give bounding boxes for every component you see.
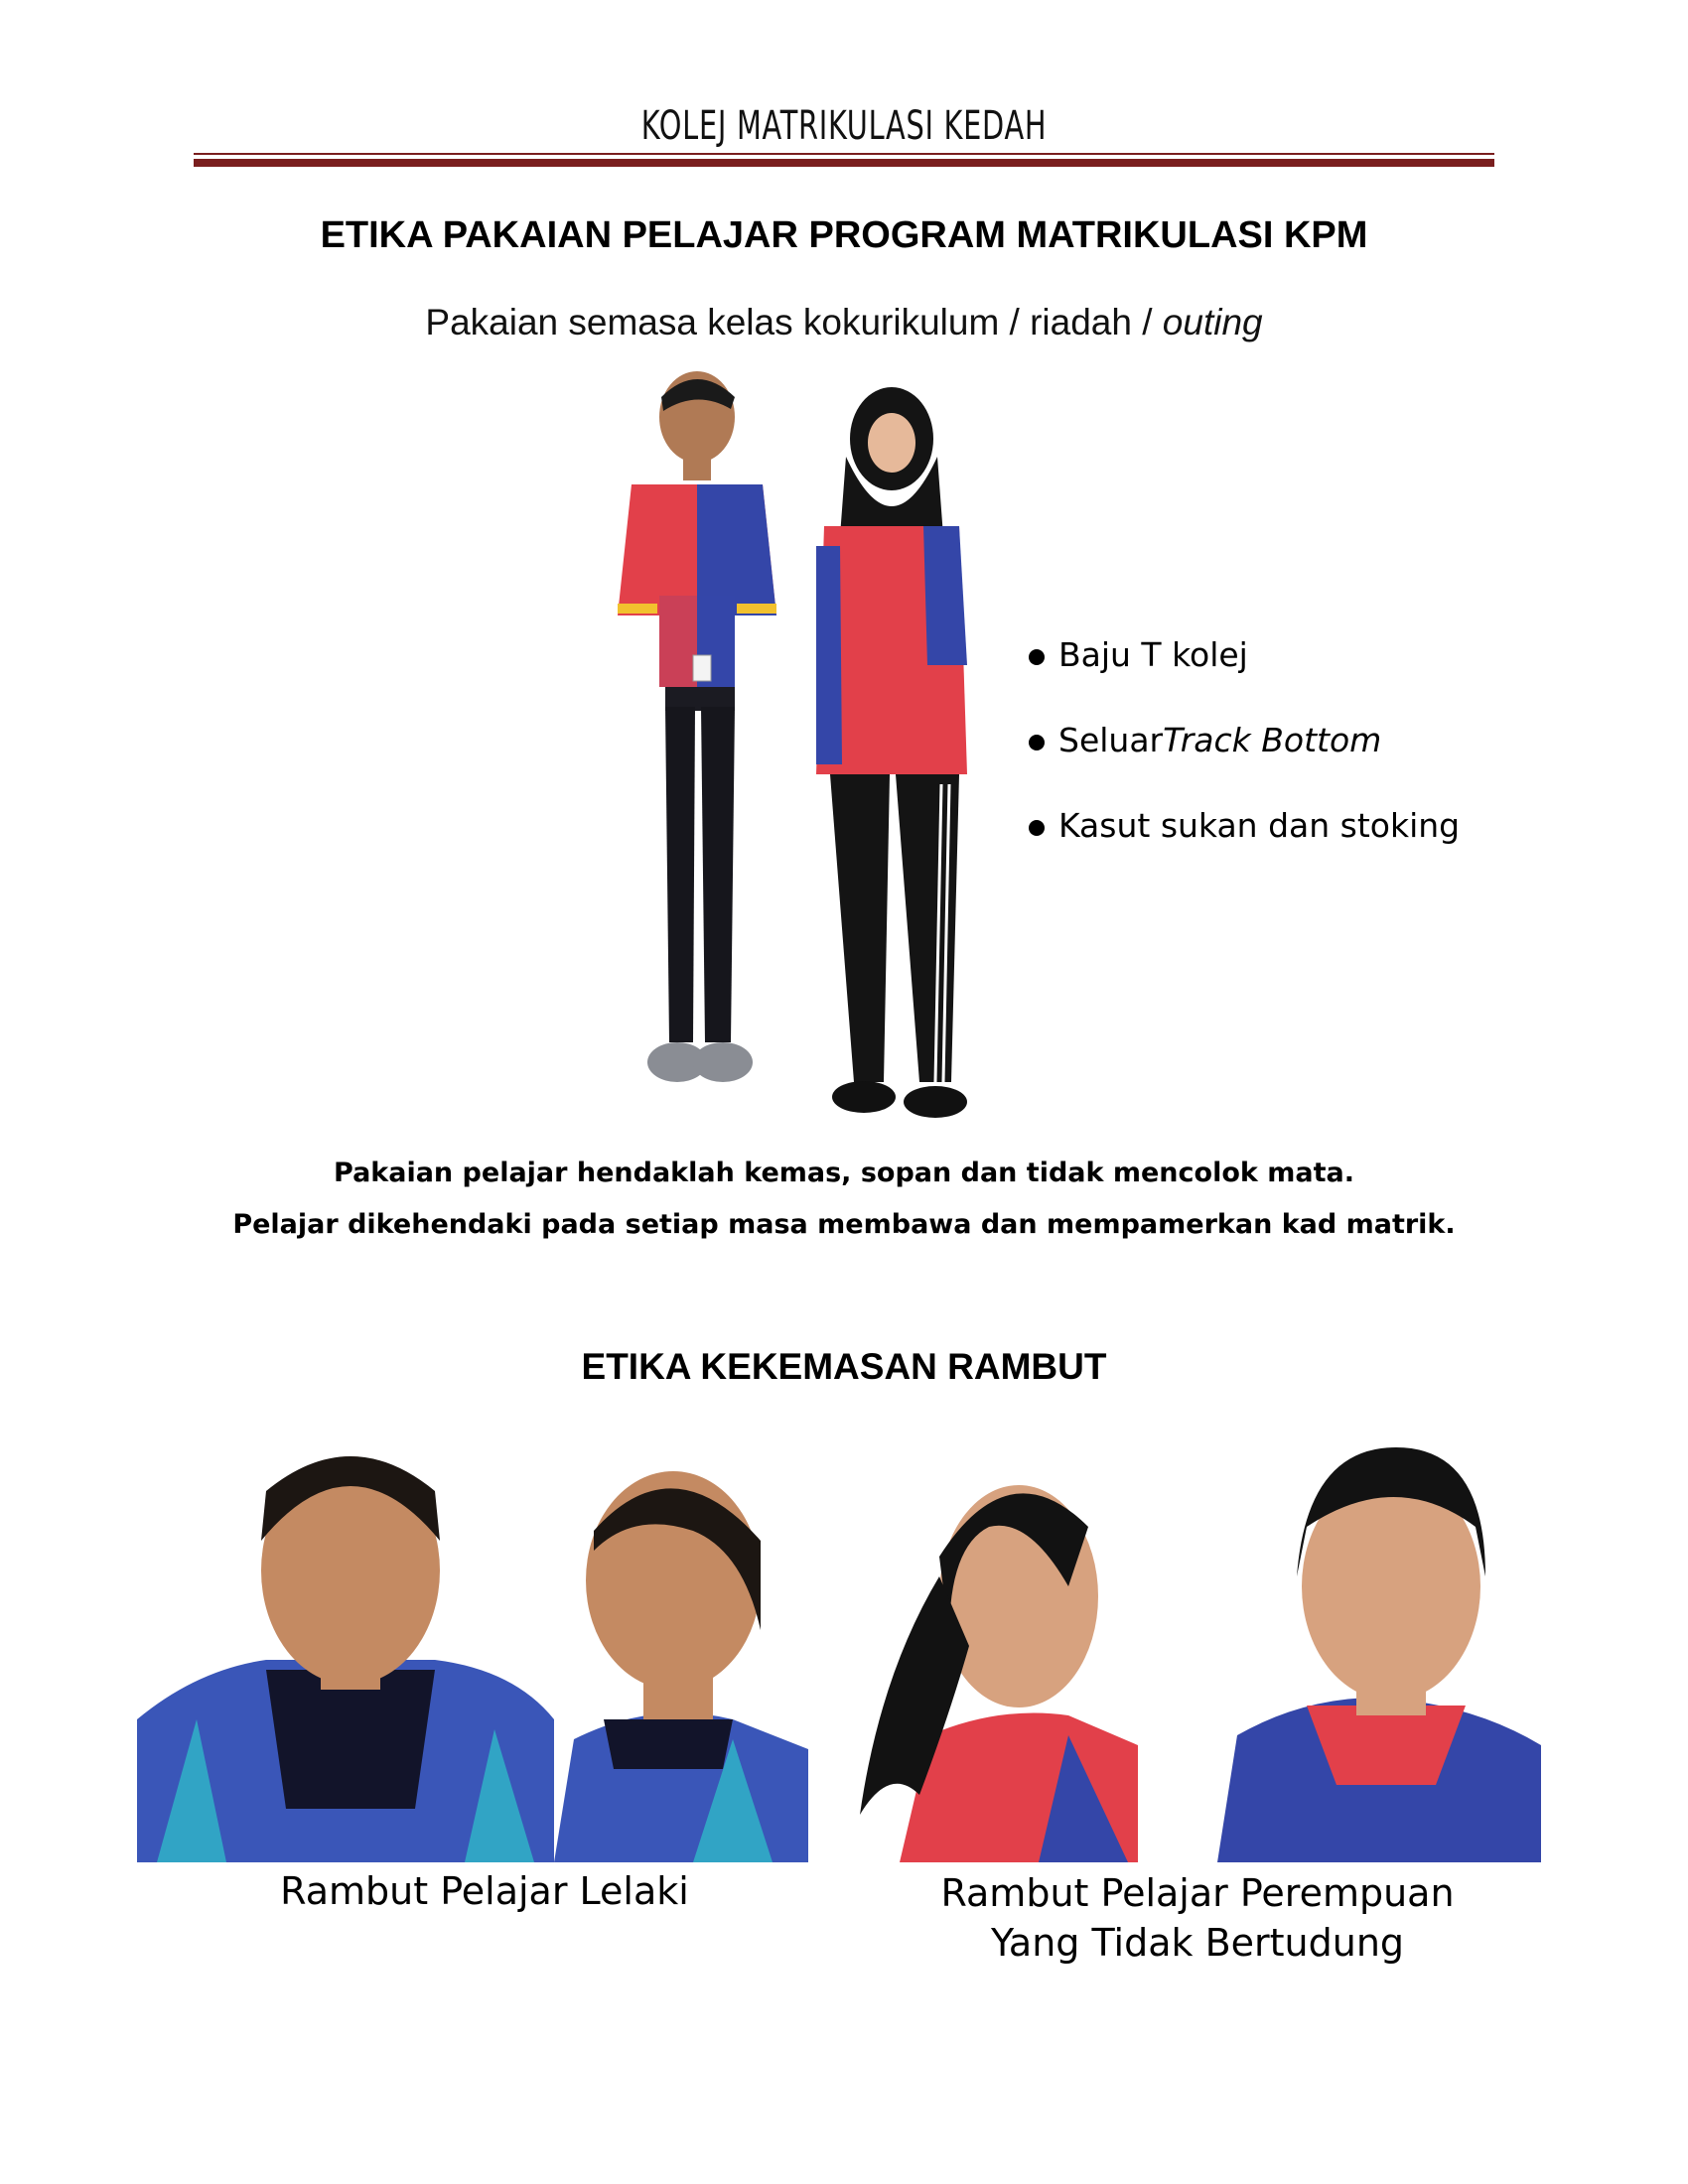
dress-requirements-list [1025,635,1460,891]
header-rule-thick [194,159,1494,167]
bullet-text: Kasut sukan dan stoking [1058,806,1461,845]
bullet-dot-icon [1029,735,1045,751]
dress-note-2: Pelajar dikehendaki pada setiap masa membawa dan mempamerkan kad matrik. [232,1209,1456,1240]
hair-section-title: ETIKA KEKEMASAN RAMBUT [581,1346,1107,1387]
female-hair-caption-line2: Yang Tidak Bertudung [990,1921,1405,1965]
dress-note-1: Pakaian pelajar hendaklah kemas, sopan dan tidak mencolok mata. [334,1158,1354,1188]
bullet-dot-icon [1029,649,1045,665]
college-header-title: KOLEJ MATRIKULASI KEDAH [640,103,1048,149]
dress-section-title: ETIKA PAKAIAN PELAJAR PROGRAM MATRIKULASI KPM [320,214,1368,256]
list-item [1025,635,1460,721]
dress-section-subtitle [0,302,1688,343]
male-hair-caption: Rambut Pelajar Lelaki [280,1869,689,1913]
students-sportswear-photo [566,367,983,1122]
bullet-text: Baju T kolej [1058,635,1248,674]
subtitle-italic-text: outing [1162,302,1263,342]
list-item [1025,721,1460,806]
header-rule-thin [194,153,1494,155]
subtitle-main-text: Pakaian semasa kelas kokurikulum / riadah / [425,302,1163,342]
bullet-text: Seluar [1058,721,1164,759]
male-hair-photo [137,1422,808,1862]
list-item [1025,806,1460,891]
female-hair-photo [840,1437,1541,1862]
bullet-italic-text: Track Bottom [1163,721,1382,759]
bullet-dot-icon [1029,820,1045,836]
female-hair-caption-line1: Rambut Pelajar Perempuan [940,1871,1455,1915]
